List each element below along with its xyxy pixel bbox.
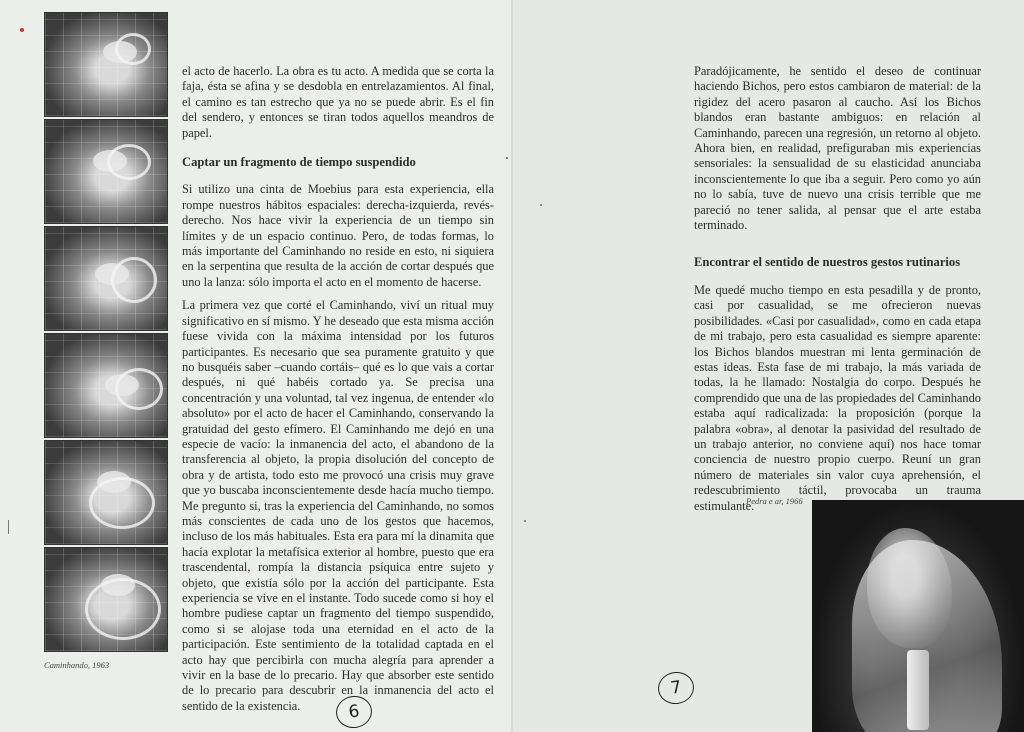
section-heading: Captar un fragmento de tiempo suspendido <box>182 155 416 170</box>
bag-tie <box>907 650 929 730</box>
corner-mark <box>20 28 24 32</box>
speck <box>540 204 542 206</box>
paragraph: La primera vez que corté el Caminhando, viví un ritual muy significativo en sí mismo. Y he deseado que esta misma acción fuese vivida con la máxima intensidad por los futuros participantes. Es necesario que sea puramente gratuito y que no busquéis saber –cuando cortáis– qué es lo que vais a cortar después, ni qué habéis cortado ya. Se precisa una concentración y una voluntad, tal vez ingenua, de entender «lo absoluto» por el acto de hacer el Caminhando, conservando la gratuidad del gesto efímero. El Caminhando me dejó en una especie de vacío: la inmanencia del acto, el abandono de la transferencia al objeto, la propia disolución del concepto de obra y de artista, todo esto me provocó una crisis muy grave que yo buscaba inconscientemente desde hacía mucho tiempo. Me pregunto si, tras la experiencia del Caminhando, no somos más conscientes de cada uno de los gestos que hacemos, incluso de los más habituales. Esta era para mí la dinamita que hacía explotar la metafísica exterior al hombre, puesto que era trascendental, rompía la distancia psíquica entre sujeto y objeto, que existía sólo por la acción del participante. Esta experiencia se vive en el instante. Todo sucede como si hoy el hombre pudiese captar un fragmento del tiempo suspendido, como si se alojase toda una eternidad en el acto de la participación. Este sentimiento de la totalidad captada en el acto hay que percibirla con mucha alegría para aprender a vivir en la base de lo precario. Hay que absorber este sentido de lo precario para descubrir en la inmanencia del acto el sentido de la existencia. <box>182 298 494 713</box>
page-number: 7 <box>656 670 696 707</box>
photo-frame <box>44 12 168 117</box>
margin-tick <box>8 520 9 534</box>
photo-frame <box>44 226 168 331</box>
photo-frame <box>44 333 168 438</box>
paragraph: Si utilizo una cinta de Moebius para esta experiencia, ella rompe nuestros hábitos espaciales: derecha-izquierda, revés-derecho. Nos hace vivir la experiencia de un tiempo sin límites y de un espacio continuo. Pero, de todas formas, lo más importante del Caminhando no reside en esto, ni siquiera en la serpentina que resulta de la acción de cortar después que uno la lanza: sólo importa el acto en el momento de hacerse. <box>182 182 494 289</box>
right-text-column <box>694 64 981 522</box>
caminhando-photo-strip <box>44 12 166 654</box>
photo-frame <box>44 119 168 224</box>
paragraph: Me quedé mucho tiempo en esta pesadilla y de pronto, casi por casualidad, se me ofrecieron nuevas posibilidades. «Casi por casualidad», como en cada etapa de mi trabajo, pero esta casualidad es siempre aparente: los Bichos blandos muestran mi lenta germinación de estas ideas. Esta fase de mi trabajo, la más variada de todas, la he llamado: Nostalgia do corpo. Después he comprendido que una de las propiedades del Caminhando estaba aquí radicalizada: la proposición (porque la palabra «obra», al denotar la pasividad del resultado de un trabajo anterior, no conviene aquí) nos hace tomar conciencia de nuestro propio cuerpo. Reuní un gran número de materiales sin valor cuya aprehensión, el redescubrimiento táctil, provocaba un trauma estimulante. <box>694 282 981 513</box>
speck <box>506 157 508 159</box>
page-number: 6 <box>334 694 374 731</box>
paragraph: Paradójicamente, he sentido el deseo de continuar haciendo Bichos, pero estos cambiaron de material: de la rigidez del acero pasaron al caucho. Así los Bichos blandos eran bastante ambiguos: en relación al Caminhando, parecen una regresión, un retorno al objeto. Ahora bien, en realidad, prefiguraban mis experiencias sensoriales: la sensualidad de su elasticidad anunciaba inconscientemente lo que iba a seguir. Pero como yo aún no lo sabía, tuve de nuevo una crisis terrible que me pareció no tener salida, al pensar que el arte estaba terminado. <box>694 64 981 233</box>
speck <box>524 520 526 522</box>
left-text-column <box>182 64 494 722</box>
page-fold <box>511 0 513 732</box>
sculpture-photo <box>812 500 1024 732</box>
photo-caption: Caminhando, 1963 <box>44 660 110 670</box>
section-heading: Encontrar el sentido de nuestros gestos rutinarios <box>694 255 961 270</box>
photo-frame <box>44 440 168 545</box>
paragraph: el acto de hacerlo. La obra es tu acto. A medida que se corta la faja, ésta se afina y se desdobla en entrelazamientos. Al final, el camino es tan estrecho que ya no se puede abrir. Es el fin del sendero, y entonces se tiran todos aquellos meandros de papel. <box>182 64 494 140</box>
photo-frame <box>44 547 168 652</box>
photo-caption: Pedra e ar, 1966 <box>746 496 803 506</box>
